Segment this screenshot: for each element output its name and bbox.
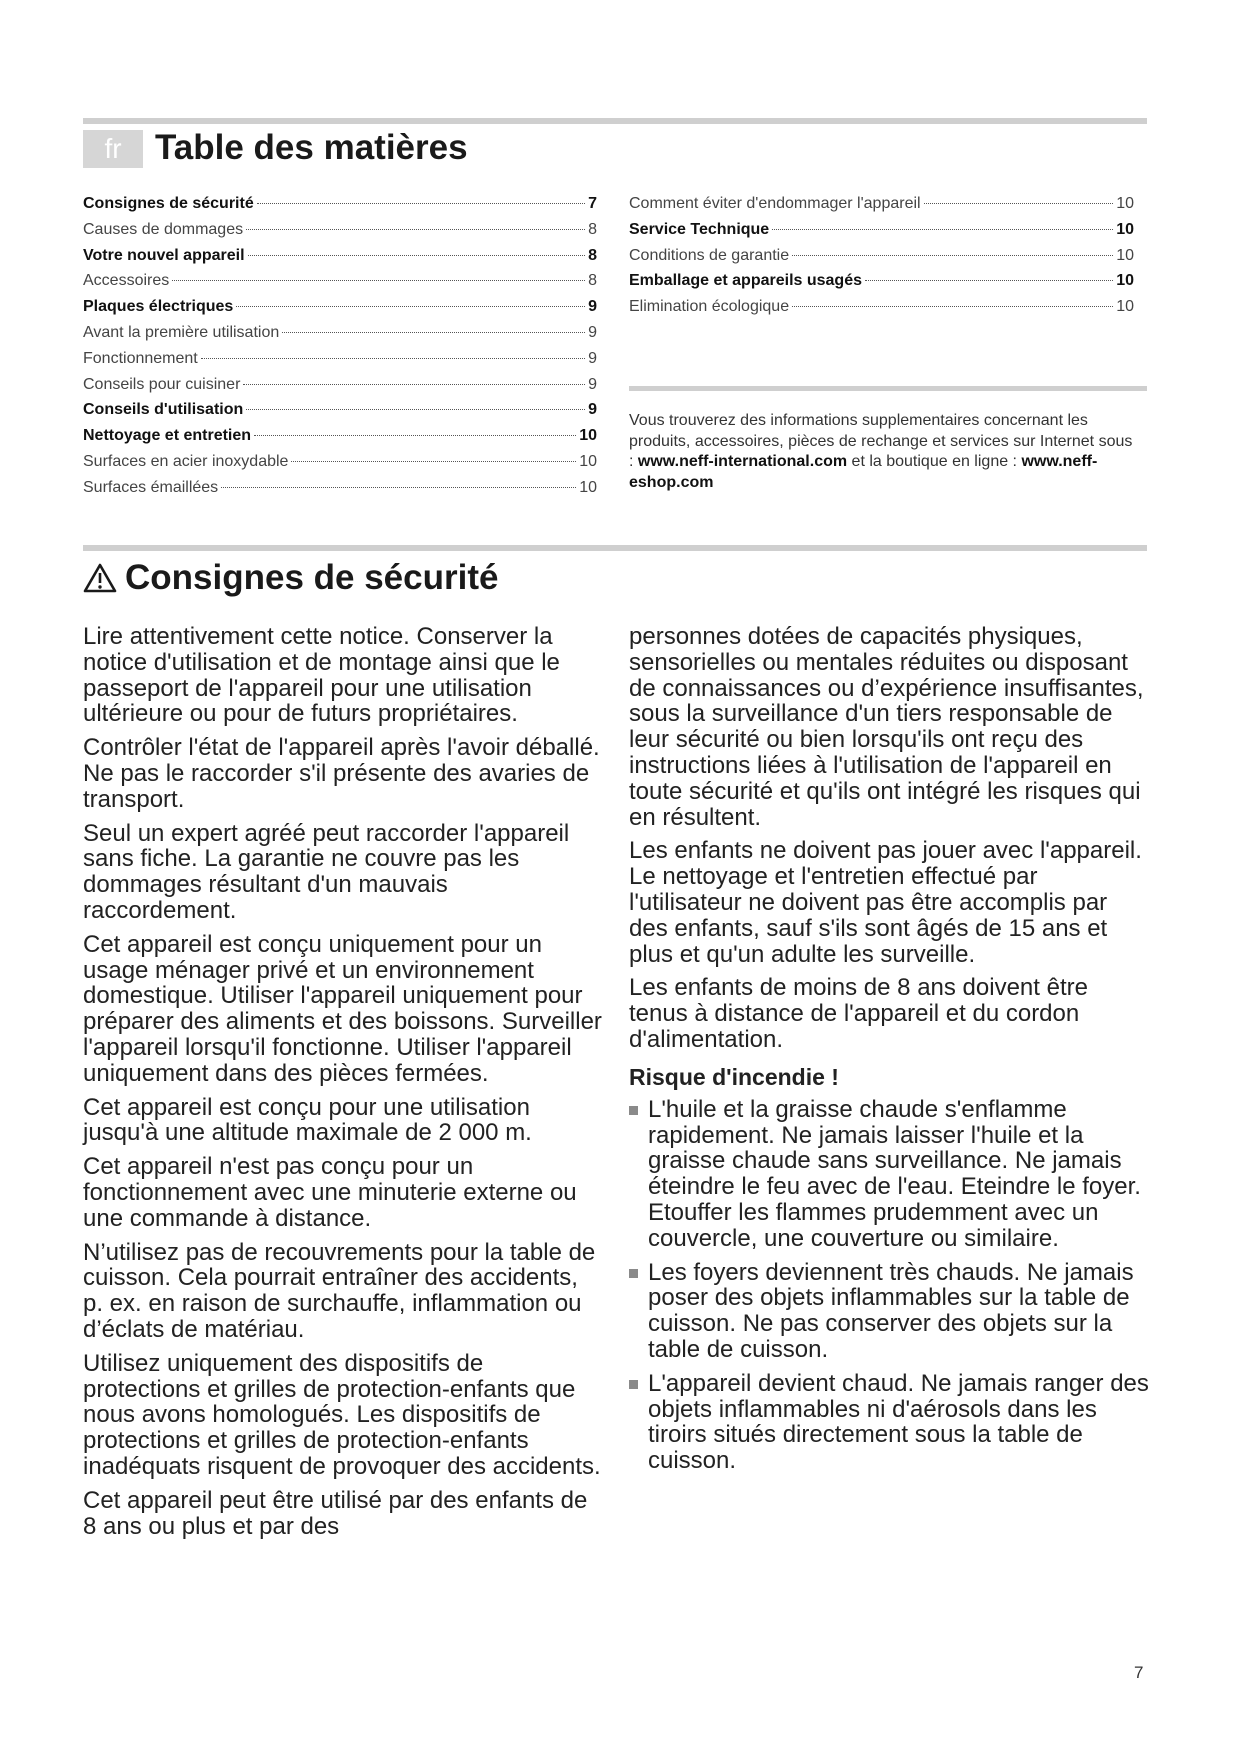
toc-entry[interactable] [83,453,597,479]
toc-leader-dots [282,332,585,333]
page-number: 7 [1134,1663,1144,1682]
toc-entry-page: 10 [1116,246,1134,264]
toc-entry-page: 9 [588,401,597,419]
toc-leader-dots [221,487,576,488]
eshop-link[interactable]: www.neff-eshop.com [629,453,1098,491]
language-badge: fr [83,130,143,168]
safety-paragraph: N’utilisez pas de recouvrements pour la table de cuisson. Cela pourrait entraîner des accidents, p. ex. en raison de surchauffe, inflammation ou d’éclats de matériau. [83,1238,596,1343]
fire-risk-list [629,1097,1149,1474]
toc-entry-label: Plaques électriques [83,298,234,316]
toc-entry[interactable] [83,247,597,273]
safety-divider [83,545,1147,551]
toc-entry[interactable] [629,195,1134,221]
toc-leader-dots [792,306,1113,307]
toc-entry-label: Elimination écologique [629,298,790,316]
toc-entry-page: 10 [579,427,597,445]
safety-paragraph: personnes dotées de capacités physiques, sensorielles ou mentales réduites ou disposant de connaissances ou d’expérience insuffisantes, sous la surveillance d'un tiers responsable de leur sécurité ou bien lorsqu'ils ont reçu des instructions liées à l'utilisation de l'appareil en toute sécurité et qu'ils ont intégré les risques qui en résultent. [629,623,1144,831]
toc-entry-page: 10 [579,478,597,496]
toc-entry-label: Fonctionnement [83,349,198,367]
toc-entry-label: Emballage et appareils usagés [629,272,862,290]
toc-entry[interactable] [629,272,1134,298]
toc-entry-label: Consignes de sécurité [83,195,254,212]
toc-entry[interactable] [629,221,1134,247]
info-text-2: et la boutique en ligne : [847,453,1022,470]
toc-entry[interactable] [83,298,597,324]
safety-paragraph: Les enfants ne doivent pas jouer avec l'appareil. Le nettoyage et l'entretien effectué par l'utilisateur ne doivent pas être accomplis par des enfants, sauf s'ils sont âgés de 15 ans et plus et qu'un adulte les surveille. [629,837,1142,968]
toc-entry[interactable] [83,479,597,505]
fire-risk-heading: Risque d'incendie ! [629,1063,839,1090]
square-bullet-icon [629,1380,638,1389]
toc-leader-dots [924,203,1114,204]
top-divider [83,118,1147,124]
safety-paragraph: Contrôler l'état de l'appareil après l'avoir déballé. Ne pas le raccorder s'il présente des avaries de transport. [83,734,600,813]
toc-entry-page: 9 [588,298,597,316]
toc-entry-label: Votre nouvel appareil [83,246,245,264]
toc-leader-dots [243,384,585,385]
fire-risk-item [629,1097,1149,1252]
safety-paragraph: Cet appareil n'est pas conçu pour un fonctionnement avec une minuterie externe ou une commande à distance. [83,1153,577,1232]
toc-entry-page: 8 [588,220,597,238]
square-bullet-icon [629,1269,638,1278]
toc-entry-page: 10 [579,452,597,470]
toc-title: Table des matières [155,128,468,167]
toc-entry[interactable] [83,376,597,402]
safety-paragraph: Cet appareil est conçu pour une utilisation jusqu'à une altitude maximale de 2 000 m. [83,1093,532,1147]
toc-entry-label: Nettoyage et entretien [83,427,252,445]
toc-entry-page: 10 [1116,195,1134,212]
toc-entry[interactable] [83,272,597,298]
toc-leader-dots [246,409,585,410]
toc-leader-dots [236,306,585,307]
toc-entry-label: Surfaces en acier inoxydable [83,452,289,470]
toc-entry-label: Accessoires [83,272,170,290]
info-text-1: Vous trouverez des informations supplementaires concernant les produits, accessoires, pièces de rechange et services sur Internet sous : [629,412,1133,470]
toc-entry[interactable] [83,401,597,427]
toc-entry-label: Causes de dommages [83,220,244,238]
safety-right-column [629,624,1149,1482]
toc-entry-page: 8 [588,272,597,290]
website-link[interactable]: www.neff-international.com [637,453,848,470]
safety-paragraph: Seul un expert agréé peut raccorder l'appareil sans fiche. La garantie ne couvre pas les dommages résultant d'un mauvais raccordement. [83,819,570,924]
toc-entry[interactable] [83,195,597,221]
toc-entry[interactable] [83,350,597,376]
toc-leader-dots [257,203,585,204]
toc-leader-dots [865,280,1113,281]
toc-entry[interactable] [83,221,597,247]
safety-title [83,556,498,600]
fire-risk-text: L'huile et la graisse chaude s'enflamme rapidement. Ne jamais laisser l'huile et la graisse chaude sans surveillance. Ne jamais éteindre le feu avec de l'eau. Eteindre le foyer. Etouffer les flammes prudemment avec un couvercle, une couverture ou similaire. [648,1095,1141,1252]
warning-icon [83,563,117,593]
toc-leader-dots [772,229,1113,230]
toc-entry-label: Conseils d'utilisation [83,401,244,419]
safety-paragraph: Utilisez uniquement des dispositifs de protections et grilles de protection-enfants que nous avons homologués. Les dispositifs de protections et grilles de protection-enfants inadéquats risquent de provoquer des accidents. [83,1349,601,1480]
safety-paragraph: Les enfants de moins de 8 ans doivent être tenus à distance de l'appareil et du cordon d'alimentation. [629,974,1088,1053]
toc-entry-label: Conditions de garantie [629,246,790,264]
toc-leader-dots [291,461,576,462]
toc-entry[interactable] [83,324,597,350]
fire-risk-text: L'appareil devient chaud. Ne jamais ranger des objets inflammables ni d'aérosols dans les tiroirs situés directement sous la table de cuisson. [648,1369,1149,1475]
toc-left-column [83,195,597,505]
toc-leader-dots [201,358,585,359]
safety-title-text: Consignes de sécurité [125,558,499,597]
toc-right-column [629,195,1134,324]
toc-entry-page: 9 [588,323,597,341]
toc-entry-label: Avant la première utilisation [83,323,280,341]
toc-entry-page: 10 [1116,298,1134,316]
fire-risk-text: Les foyers deviennent très chauds. Ne jamais poser des objets inflammables sur la table de cuisson. Ne pas conserver des objets sur la table de cuisson. [648,1258,1134,1363]
toc-entry-label: Comment éviter d'endommager l'appareil [629,195,921,212]
toc-entry[interactable] [629,298,1134,324]
toc-leader-dots [172,280,585,281]
safety-paragraph: Cet appareil peut être utilisé par des enfants de 8 ans ou plus et par des [83,1486,588,1540]
toc-entry-page: 9 [588,375,597,393]
safety-paragraph: Cet appareil est conçu uniquement pour un usage ménager privé et un environnement domestique. Utiliser l'appareil uniquement pour préparer des aliments et des boissons. Surveiller l'appareil lorsqu'il fonctionne. Utiliser l'appareil uniquement dans des pièces fermées. [83,930,602,1087]
safety-left-column [83,624,603,1547]
toc-entry-page: 7 [588,195,597,212]
toc-entry-page: 10 [1116,220,1134,238]
fire-risk-item [629,1260,1149,1363]
toc-entry-label: Conseils pour cuisiner [83,375,241,393]
toc-entry-page: 10 [1116,272,1134,290]
toc-entry-page: 8 [588,246,597,264]
safety-paragraph: Lire attentivement cette notice. Conserver la notice d'utilisation et de montage ainsi que le passeport de l'appareil pour une utilisation ultérieure ou pour de futurs propriétaires. [83,623,560,728]
toc-leader-dots [254,435,576,436]
toc-entry[interactable] [83,427,597,453]
toc-entry-page: 9 [588,349,597,367]
toc-entry[interactable] [629,247,1134,273]
toc-entry-label: Surfaces émaillées [83,478,219,496]
toc-leader-dots [792,255,1113,256]
toc-leader-dots [246,229,585,230]
toc-entry-label: Service Technique [629,220,770,238]
toc-leader-dots [248,255,586,256]
square-bullet-icon [629,1106,638,1115]
info-divider [629,386,1147,391]
fire-risk-item [629,1371,1149,1474]
info-note [629,411,1134,493]
